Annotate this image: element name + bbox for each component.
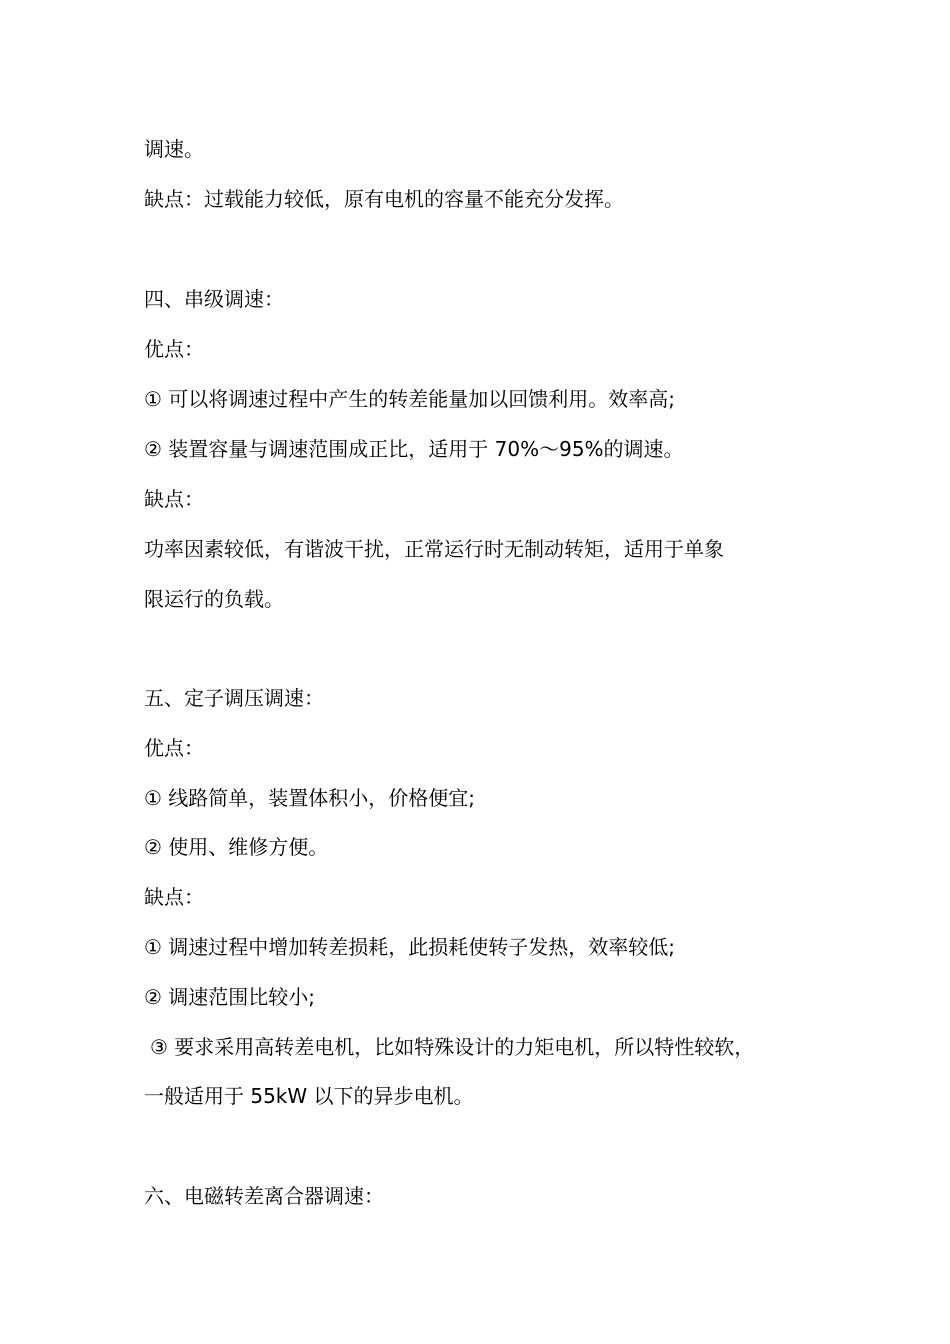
advantages-label: 优点：	[144, 337, 204, 361]
disadvantages-label: 缺点：	[144, 885, 204, 909]
section-heading-cascade-speed: 四、串级调速：	[144, 287, 284, 311]
paragraph-line: 限运行的负载。	[144, 587, 284, 611]
paragraph-line: 功率因素较低，有谐波干扰，正常运行时无制动转矩，适用于单象	[144, 537, 724, 561]
section-heading-em-clutch: 六、电磁转差离合器调速：	[144, 1184, 384, 1208]
paragraph-line: 一般适用于 55kW 以下的异步电机。	[144, 1084, 474, 1108]
list-item: ② 调速范围比较小;	[144, 985, 316, 1009]
list-item: ② 装置容量与调速范围成正比，适用于 70%～95%的调速。	[144, 437, 684, 461]
text-line-continuation: 调速。	[144, 137, 204, 161]
section-heading-stator-voltage: 五、定子调压调速：	[144, 686, 324, 710]
disadvantages-label: 缺点：	[144, 487, 204, 511]
list-item: ① 可以将调速过程中产生的转差能量加以回馈利用。效率高;	[144, 387, 676, 411]
list-item: ① 线路简单，装置体积小，价格便宜;	[144, 786, 476, 810]
advantages-label: 优点：	[144, 736, 204, 760]
list-item: ① 调速过程中增加转差损耗，此损耗使转子发热，效率较低;	[144, 935, 676, 959]
list-item: ② 使用、维修方便。	[144, 835, 329, 859]
list-item: ③ 要求采用高转差电机，比如特殊设计的力矩电机，所以特性较软，	[150, 1035, 755, 1059]
text-line-disadvantage: 缺点：过载能力较低，原有电机的容量不能充分发挥。	[144, 187, 624, 211]
